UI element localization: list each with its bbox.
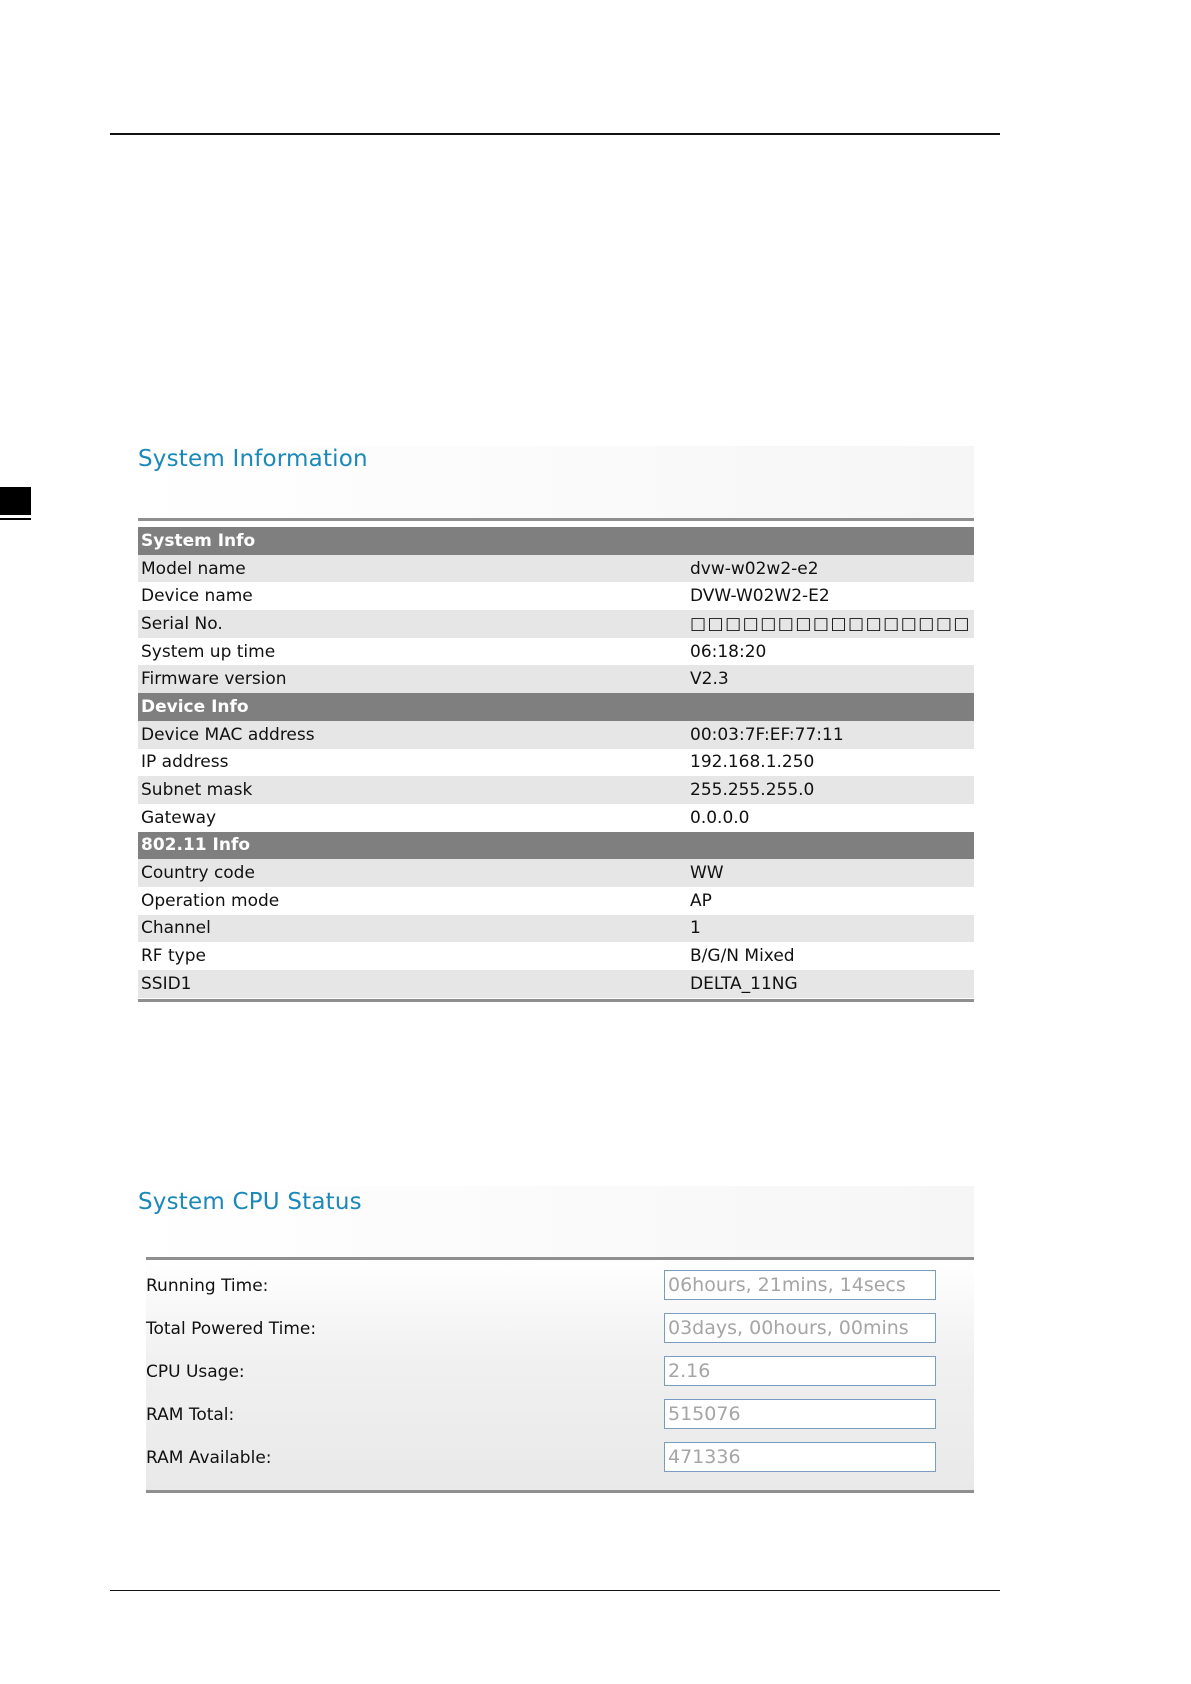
- chapter-tab-marker: [0, 487, 31, 515]
- table-row: [138, 555, 974, 583]
- section-header-80211-info: 802.11 Info: [138, 832, 974, 860]
- table-row: [138, 915, 974, 943]
- table-row: [138, 887, 974, 915]
- table-row: [138, 970, 974, 998]
- system-info-table: [138, 527, 974, 998]
- row-value: 192.168.1.250: [690, 749, 974, 777]
- total-powered-time-label: Total Powered Time:: [146, 1319, 317, 1339]
- row-value: B/G/N Mixed: [690, 942, 974, 970]
- row-value: V2.3: [690, 665, 974, 693]
- row-label: Channel: [138, 915, 690, 943]
- row-value: dvw-w02w2-e2: [690, 555, 974, 583]
- row-value: □□□□□□□□□□□□□□□□: [690, 610, 974, 638]
- table-row: [138, 776, 974, 804]
- cpu-status-title: System CPU Status: [138, 1189, 362, 1215]
- cpu-status-panel: [138, 1186, 974, 1493]
- row-value: AP: [690, 887, 974, 915]
- system-information-panel: [138, 446, 974, 1002]
- cpu-row-cpu-usage: [146, 1356, 974, 1390]
- section-header-row: [138, 527, 974, 555]
- table-row: [138, 859, 974, 887]
- table-row: [138, 749, 974, 777]
- cpu-row-ram-total: [146, 1399, 974, 1433]
- row-label: Subnet mask: [138, 776, 690, 804]
- system-information-title: System Information: [138, 446, 368, 472]
- chapter-tab-underline: [0, 518, 31, 520]
- table-row: [138, 942, 974, 970]
- total-powered-time-field[interactable]: 03days, 00hours, 00mins: [664, 1313, 936, 1343]
- row-value: DELTA_11NG: [690, 970, 974, 998]
- section-header-system-info: System Info: [138, 527, 974, 555]
- row-label: Device name: [138, 582, 690, 610]
- system-information-header: [138, 446, 974, 518]
- ram-available-field[interactable]: 471336: [664, 1442, 936, 1472]
- cpu-bottom-rule: [146, 1490, 974, 1493]
- row-label: Device MAC address: [138, 721, 690, 749]
- table-row: [138, 721, 974, 749]
- cpu-row-ram-available: [146, 1442, 974, 1476]
- row-label: Country code: [138, 859, 690, 887]
- cpu-usage-field[interactable]: 2.16: [664, 1356, 936, 1386]
- cpu-row-total-powered-time: [146, 1313, 974, 1347]
- section-header-device-info: Device Info: [138, 693, 974, 721]
- running-time-label: Running Time:: [146, 1276, 269, 1296]
- row-value: 0.0.0.0: [690, 804, 974, 832]
- row-value: 1: [690, 915, 974, 943]
- table-bottom-rule: [138, 999, 974, 1002]
- row-label: Operation mode: [138, 887, 690, 915]
- table-row: [138, 610, 974, 638]
- row-label: System up time: [138, 638, 690, 666]
- ram-total-label: RAM Total:: [146, 1405, 235, 1425]
- table-row: [138, 638, 974, 666]
- section-header-row: [138, 832, 974, 860]
- ram-available-label: RAM Available:: [146, 1448, 272, 1468]
- row-label: Model name: [138, 555, 690, 583]
- section-header-row: [138, 693, 974, 721]
- row-value: 00:03:7F:EF:77:11: [690, 721, 974, 749]
- row-label: RF type: [138, 942, 690, 970]
- cpu-status-header: [138, 1186, 974, 1257]
- row-label: IP address: [138, 749, 690, 777]
- table-row: [138, 582, 974, 610]
- row-value: WW: [690, 859, 974, 887]
- page-top-rule: [110, 133, 1000, 135]
- row-label: Firmware version: [138, 665, 690, 693]
- running-time-field[interactable]: 06hours, 21mins, 14secs: [664, 1270, 936, 1300]
- row-value: 06:18:20: [690, 638, 974, 666]
- page-bottom-rule: [110, 1590, 1000, 1591]
- row-label: Gateway: [138, 804, 690, 832]
- ram-total-field[interactable]: 515076: [664, 1399, 936, 1429]
- row-value: DVW-W02W2-E2: [690, 582, 974, 610]
- cpu-row-running-time: [146, 1270, 974, 1304]
- row-value: 255.255.255.0: [690, 776, 974, 804]
- table-row: [138, 804, 974, 832]
- table-row: [138, 665, 974, 693]
- cpu-status-body: [146, 1260, 974, 1490]
- row-label: Serial No.: [138, 610, 690, 638]
- row-label: SSID1: [138, 970, 690, 998]
- cpu-usage-label: CPU Usage:: [146, 1362, 245, 1382]
